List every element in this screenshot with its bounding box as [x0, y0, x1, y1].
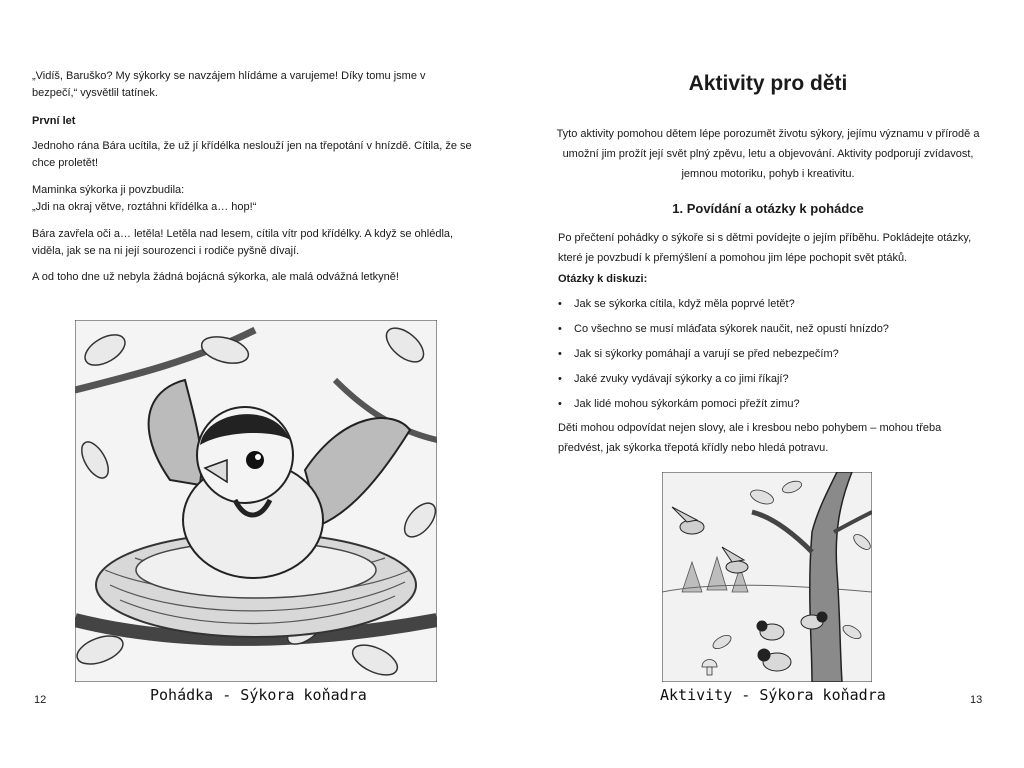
questions-list	[558, 292, 988, 417]
list-item: • Jak lidé mohou sýkorkám pomoci přežít zimu?	[558, 392, 988, 417]
page-title: Aktivity pro děti	[688, 72, 848, 95]
titmice-forest-illustration	[662, 472, 872, 682]
story-subheading: První let	[32, 115, 76, 127]
section-paragraph: Po přečtení pohádky o sýkoře si s dětmi povídejte o jejím příběhu. Pokládejte otázky, které je povzbudí k přemýšlení a pomohou jim lépe pochopit svět ptáků.	[558, 232, 972, 264]
list-item: • Jak se sýkorka cítila, když měla poprvé letět?	[558, 292, 988, 317]
page-number: 13	[970, 694, 983, 706]
intro-paragraph: Tyto aktivity pomohou dětem lépe porozumět životu sýkory, jejímu významu v přírodě a umožní jim prožít její svět plný zpěvu, letu a objevování. Aktivity podporují zvídavost, jemnou motoriku, pohyb i kreativitu.	[556, 128, 980, 180]
story-paragraph: „Vidíš, Baruško? My sýkorky se navzájem hlídáme a varujeme! Díky tomu jsme v bezpečí,“ vysvětlil tatínek.	[32, 70, 426, 99]
right-page	[512, 0, 1024, 768]
list-item: • Jaké zvuky vydávají sýkorky a co jimi říkají?	[558, 367, 988, 392]
illustration-caption: Aktivity - Sýkora koňadra	[660, 686, 886, 704]
chick-in-nest-illustration	[75, 320, 437, 682]
story-paragraph: A od toho dne už nebyla žádná bojácná sýkorka, ale malá odvážná letkyně!	[32, 271, 399, 283]
story-paragraph: Jednoho rána Bára ucítila, že už jí křídélka neslouží jen na třepotání v hnízdě. Cítila, že se chce proletět!	[32, 140, 472, 169]
questions-heading: Otázky k diskuzi:	[558, 273, 648, 285]
story-paragraph: Maminka sýkorka ji povzbudila:	[32, 184, 185, 196]
list-item: • Jak si sýkorky pomáhají a varují se před nebezpečím?	[558, 342, 988, 367]
illustration-caption: Pohádka - Sýkora koňadra	[150, 686, 367, 704]
page-number: 12	[34, 694, 47, 706]
list-item: • Co všechno se musí mláďata sýkorek naučit, než opustí hnízdo?	[558, 317, 988, 342]
section-heading: 1. Povídání a otázky k pohádce	[672, 201, 864, 216]
closing-paragraph: Děti mohou odpovídat nejen slovy, ale i kresbou nebo pohybem – mohou třeba předvést, jak sýkorka třepotá křídly nebo hledá potravu.	[558, 422, 942, 454]
story-paragraph: „Jdi na okraj větve, roztáhni křídélka a… hop!“	[32, 201, 257, 213]
story-paragraph: Bára zavřela oči a… letěla! Letěla nad lesem, cítila vítr pod křídélky. A když se ohlédla, viděla, jak se na ni její sourozenci i rodiče pyšně dívají.	[32, 228, 454, 257]
